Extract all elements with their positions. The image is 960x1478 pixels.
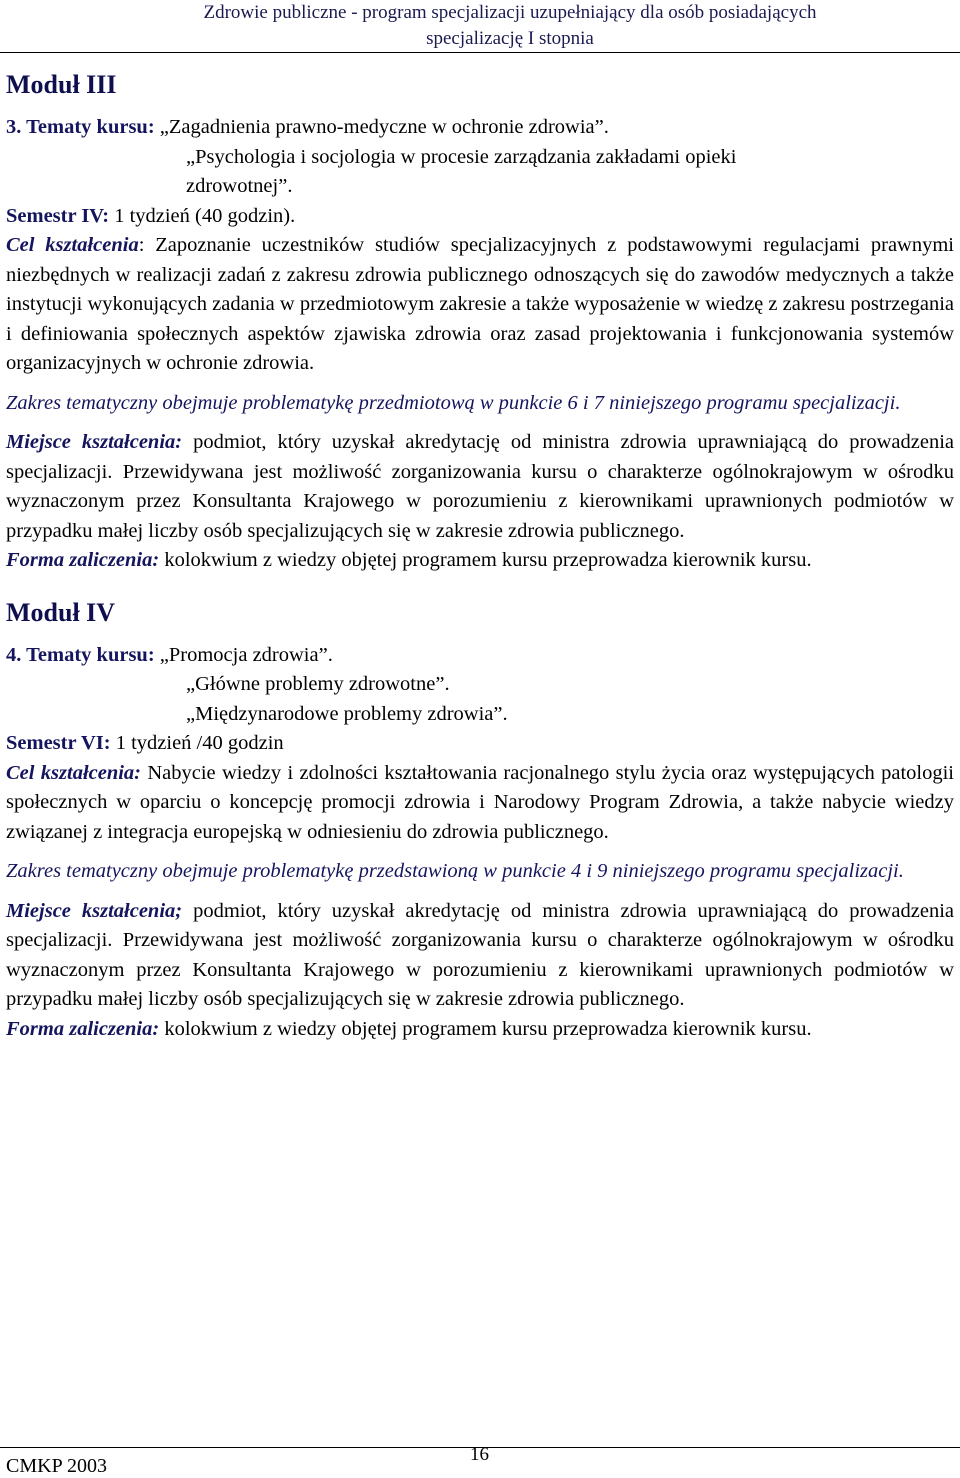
module-3-title: Moduł III: [6, 70, 117, 99]
module-4-goal: [6, 759, 954, 848]
module-3-semester: [6, 202, 954, 232]
module-3-place-label: Miejsce kształcenia:: [6, 431, 183, 453]
module-4-topics-label: 4. Tematy kursu:: [6, 643, 155, 666]
module-4-semester: [6, 729, 954, 759]
footer-cmkp: CMKP 2003: [6, 1455, 107, 1477]
module-4-goal-label: Cel kształcenia:: [6, 761, 142, 784]
module-4-scope: Zakres tematyczny obejmuje problematykę przedstawioną w punkcie 4 i 9 niniejszego programu specjalizacji.: [6, 860, 904, 882]
module-3-semester-label: Semestr IV:: [6, 204, 110, 227]
module-4-topic-1: „Promocja zdrowia”.: [154, 643, 333, 666]
module-3-place-text: podmiot, który uzyskał akredytację od ministra zdrowia uprawniającą do prowadzenia specjalizacji. Przewidywana jest możliwość zorganizowania kursu o charakterze ogólnokrajowym w ośrodku wyznaczonym przez Konsultanta Krajowego w porozumieniu z kierownikami uprawnionych podmiotów w przypadku małej liczby osób specjalizujących się w zakresie zdrowia publicznego.: [6, 431, 954, 542]
module-4-topics: [6, 641, 954, 671]
module-3-semester-value: 1 tydzień (40 godzin).: [109, 204, 296, 227]
module-3-scope: Zakres tematyczny obejmuje problematykę przedmiotową w punkcie 6 i 7 niniejszego programu specjalizacji.: [6, 391, 901, 414]
module-4-topic-3: „Międzynarodowe problemy zdrowia”.: [186, 702, 508, 725]
module-4-semester-label: Semestr VI:: [6, 732, 111, 754]
header-title-line2: specjalizację I stopnia: [426, 28, 594, 49]
module-4-title: Moduł IV: [6, 597, 116, 627]
module-4-goal-text: Nabycie wiedzy i zdolności kształtowania racjonalnego stylu życia oraz występujących patologii społecznych w oparciu o koncepcję promocji zdrowia i Narodowy Program Zdrowia, a także nabycie wiedzy związanej z integracja europejską w odniesieniu do zdrowia publicznego.: [6, 761, 954, 843]
header-title-line1: Zdrowie publiczne - program specjalizacji uzupełniający dla osób posiadających: [203, 2, 817, 23]
module-4-semester-value: 1 tydzień /40 godzin: [110, 732, 284, 754]
page-footer: [0, 1444, 960, 1477]
module-4-place-label: Miejsce kształcenia;: [6, 899, 183, 922]
page-header: [0, 0, 960, 53]
module-3-topic-2a: „Psychologia i socjologia w procesie zarządzania zakładami opieki: [186, 145, 737, 168]
module-3-form: [6, 546, 954, 576]
module-4-place: [6, 897, 954, 1015]
module-3-topic-1: „Zagadnienia prawno-medyczne w ochronie zdrowia”.: [154, 116, 609, 138]
module-4-place-text: podmiot, który uzyskał akredytację od ministra zdrowia uprawniającą do prowadzenia specjalizacji. Przewidywana jest możliwość zorganizowania kursu o charakterze ogólnokrajowym w ośrodku wyznaczonym przez Konsultanta Krajowego w porozumieniu z kierownikami uprawnionych podmiotów w przypadku małej liczby osób specjalizujących się w zakresie zdrowia publicznego.: [6, 899, 954, 1010]
module-3-goal: [6, 231, 954, 379]
module-4-form-label: Forma zaliczenia:: [6, 1017, 160, 1040]
module-3-goal-label: Cel kształcenia: [6, 234, 139, 256]
module-3-topics-label: 3. Tematy kursu:: [6, 116, 155, 138]
module-3-form-label: Forma zaliczenia:: [6, 549, 160, 571]
module-4-form-text: kolokwium z wiedzy objętej programem kursu przeprowadza kierownik kursu.: [159, 1017, 812, 1040]
page-number: 16: [470, 1444, 489, 1465]
module-4-topic-2: „Główne problemy zdrowotne”.: [186, 673, 450, 695]
module-3-place: [6, 428, 954, 546]
module-3-goal-text: : Zapoznanie uczestników studiów specjalizacyjnych z podstawowymi regulacjami prawnymi niezbędnych w realizacji zadań z zakresu zdrowia publicznego odnoszących się do zawodów medycznych a także instytucji wykonujących zadania w przedmiotowym zakresie a także wyposażenie w wiedzę z zakresu postrzegania i definiowania społecznych aspektów zjawiska zdrowia oraz zasad projektowania i funkcjonowania systemów organizacyjnych w ochronie zdrowia.: [6, 234, 955, 374]
module-4-form: [6, 1015, 954, 1045]
module-3-topic-2b: zdrowotnej”.: [186, 175, 293, 197]
module-3-form-text: kolokwium z wiedzy objętej programem kursu przeprowadza kierownik kursu.: [159, 549, 812, 571]
page-content: [6, 54, 954, 1044]
module-3-topics: [6, 113, 954, 143]
